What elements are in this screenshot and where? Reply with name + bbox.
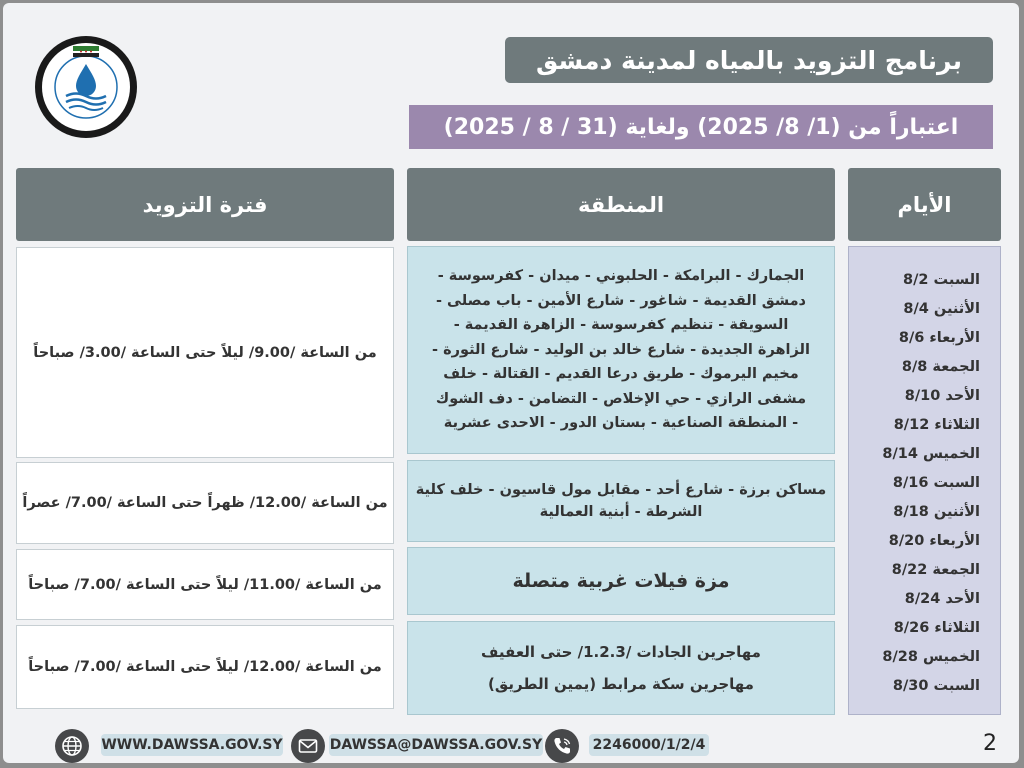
area-line: السويقة - تنظيم كفرسوسة - الزاهرة القديمة - [453, 317, 789, 334]
days-list [849, 266, 980, 701]
day-item: السبت 8/30 [892, 678, 980, 694]
area-line: مزة فيلات غربية متصلة [512, 570, 730, 592]
page-title: برنامج التزويد بالمياه لمدينة دمشق [505, 37, 993, 83]
period-cell-2: من الساعة /12.00/ ظهراً حتى الساعة /7.00/ عصراً [16, 462, 394, 544]
area-cell-4 [407, 621, 835, 715]
area-line: مشفى الرازي - حي الإخلاص - التضامن - دف الشوك [435, 390, 807, 407]
area-line: مهاجرين الجادات /1.2.3/ حتى العفيف [481, 643, 761, 661]
globe-icon [55, 729, 89, 763]
day-item: الأحد 8/10 [904, 388, 980, 404]
day-item: الثلاثاء 8/26 [893, 620, 980, 636]
day-item: الأثنين 8/4 [903, 301, 980, 317]
days-panel [848, 246, 1001, 715]
period-cell-4: من الساعة /12.00/ ليلاً حتى الساعة /7.00/ صباحاً [16, 625, 394, 709]
day-item: الأربعاء 8/6 [898, 330, 980, 346]
column-header-period: فترة التزويد [16, 168, 394, 241]
page-number: 2 [983, 731, 997, 756]
mail-icon [291, 729, 325, 763]
day-item: الأحد 8/24 [904, 591, 980, 607]
area-line: دمشق القديمة - شاغور - شارع الأمين - باب مصلى - [435, 292, 806, 309]
area-cell-1 [407, 246, 835, 454]
logo [33, 34, 139, 140]
area-line: الجمارك - البرامكة - الحلبوني - ميدان - كفرسوسة - [437, 268, 805, 285]
day-item: الثلاثاء 8/12 [893, 417, 980, 433]
area-cell-2 [407, 460, 835, 542]
website-link[interactable]: WWW.DAWSSA.GOV.SY [101, 734, 283, 756]
area-line: مساكن برزة - شارع أحد - مقابل مول قاسيون - خلف كلية [415, 482, 827, 498]
area-line: مهاجرين سكة مرابط (يمين الطريق) [488, 675, 754, 693]
area-line: - المنطقة الصناعية - بستان الدور - الاحدى عشرية [443, 415, 799, 432]
phone-number[interactable]: 2246000/1/2/4 [589, 734, 709, 756]
date-range: اعتباراً من (1/ 8/ 2025) ولغاية (31 / 8 / 2025) [409, 105, 993, 149]
area-line: الزاهرة الجديدة - شارع خالد بن الوليد - شارع الثورة - [432, 341, 810, 358]
period-cell-3: من الساعة /11.00/ ليلاً حتى الساعة /7.00/ صباحاً [16, 549, 394, 620]
day-item: الجمعة 8/8 [901, 359, 980, 375]
day-item: الجمعة 8/22 [891, 562, 980, 578]
page [3, 3, 1019, 763]
area-line: مخيم اليرموك - طريق درعا القديم - القتالة - خلف [443, 366, 799, 383]
day-item: الخميس 8/28 [882, 649, 980, 665]
day-item: الأربعاء 8/20 [888, 533, 980, 549]
column-header-days: الأيام [848, 168, 1001, 241]
day-item: الأثنين 8/18 [893, 504, 980, 520]
day-item: الخميس 8/14 [882, 446, 980, 462]
day-item: السبت 8/2 [903, 272, 980, 288]
email-link[interactable]: DAWSSA@DAWSSA.GOV.SY [329, 734, 543, 756]
area-cell-3 [407, 547, 835, 615]
phone-icon [545, 729, 579, 763]
column-header-area: المنطقة [407, 168, 835, 241]
day-item: السبت 8/16 [892, 475, 980, 491]
period-cell-1: من الساعة /9.00/ ليلاً حتى الساعة /3.00/ صباحاً [16, 247, 394, 458]
area-line: الشرطة - أبنية العمالية [539, 504, 703, 520]
